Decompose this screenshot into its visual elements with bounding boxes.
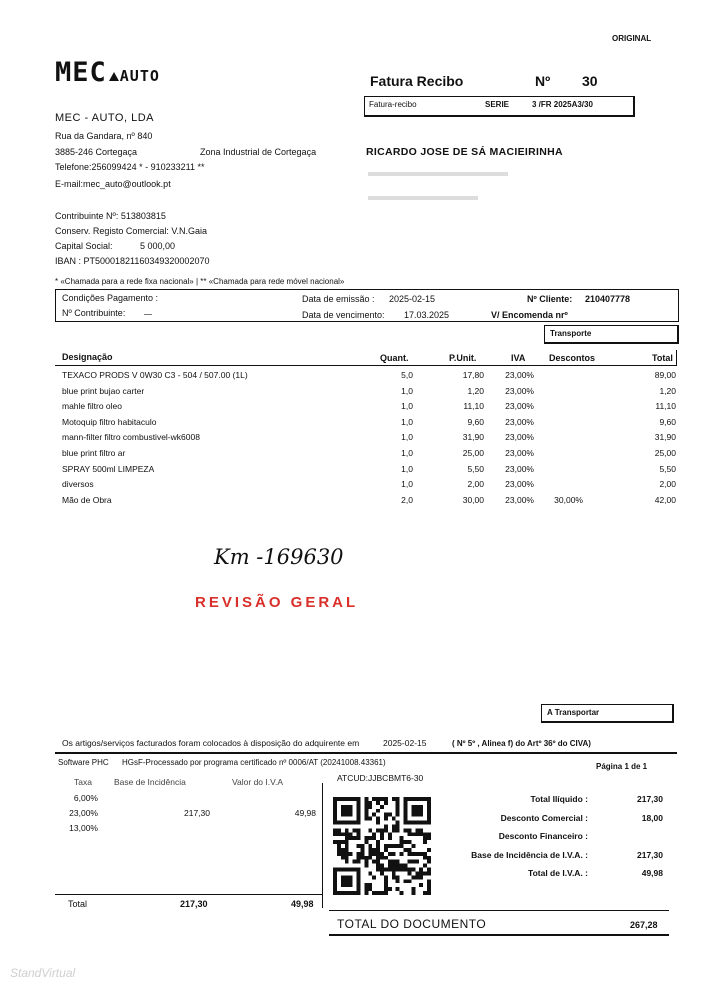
revisao-geral-stamp: REVISÃO GERAL (195, 594, 359, 611)
tax-vat: 49,98 (294, 808, 316, 818)
doc-type: Fatura Recibo (370, 73, 464, 89)
header-rule (55, 365, 677, 366)
cell-iva: 23,00% (505, 432, 534, 443)
cell-unit: 31,90 (462, 432, 484, 443)
doc-number: 30 (582, 73, 598, 89)
cell-qty: 1,0 (401, 432, 413, 443)
cell-desc: TEXACO PRODS V 0W30 C3 - 504 / 507.00 (1L) (62, 370, 248, 380)
software-label: Software PHC (58, 758, 109, 767)
cell-qty: 1,0 (401, 385, 413, 396)
cell-unit: 17,80 (462, 370, 484, 380)
company-iban: IBAN : PT50001821160349320002070 (55, 256, 210, 266)
grand-total-underline (329, 934, 669, 936)
taxpayer-redacted (144, 314, 152, 315)
page-indicator: Página 1 de 1 (596, 762, 648, 771)
tax-rate: 6,00% (73, 793, 98, 803)
col-designacao: Designação (62, 352, 113, 362)
cell-total: 1,20 (659, 385, 676, 396)
cell-total: 42,00 (654, 494, 676, 505)
company-email: E-mail:mec_auto@outlook.pt (55, 179, 171, 189)
customer-city-redacted (368, 196, 478, 200)
company-address1: Rua da Gandara, nº 840 (55, 131, 153, 141)
col-iva: IVA (511, 353, 526, 363)
cell-desc: SPRAY 500ml LIMPEZA (62, 463, 155, 474)
footer-rule (55, 752, 677, 754)
col-total: Total (652, 353, 673, 363)
due-label: Data de vencimento: (302, 310, 385, 320)
civa-note: ( Nº 5º , Alinea f) do Artº 36º do CIVA) (452, 739, 591, 748)
client-label: Nº Cliente: (527, 294, 573, 304)
cell-unit: 2,00 (467, 479, 484, 490)
summary-value: 18,00 (641, 812, 663, 823)
cell-iva: 23,00% (505, 494, 534, 505)
cell-total: 89,00 (654, 370, 676, 380)
summary-value: 217,30 (637, 794, 663, 804)
cell-qty: 1,0 (401, 448, 413, 458)
copy-label: ORIGINAL (612, 34, 652, 43)
customer-name: RICARDO JOSE DE SÁ MACIEIRINHA (366, 146, 563, 158)
grand-total-rule (329, 910, 669, 911)
tax-rate: 23,00% (69, 808, 98, 818)
atcud: ATCUD:JJBCBMT6-30 (337, 773, 424, 783)
doc-sub-type: Fatura-recibo (369, 100, 417, 109)
cell-total: 9,60 (659, 416, 676, 427)
summary-value: 217,30 (637, 849, 663, 860)
cell-unit: 9,60 (467, 416, 484, 427)
order-label: V/ Encomenda nrº (491, 310, 568, 320)
cell-iva: 23,00% (505, 463, 534, 474)
cell-total: 25,00 (654, 448, 676, 458)
capital-value: 5 000,00 (140, 241, 176, 251)
cell-desc: Motoquip filtro habitaculo (62, 416, 157, 427)
cell-total: 31,90 (654, 432, 676, 443)
cell-qty: 2,0 (401, 494, 413, 505)
tax-header-vat: Valor do I.V.A (232, 777, 284, 787)
call-note: * «Chamada para a rede fixa nacional» | ** «Chamada para rede móvel nacional» (55, 277, 345, 286)
cell-qty: 1,0 (401, 401, 413, 412)
summary-value: 49,98 (641, 868, 663, 878)
watermark: StandVirtual (10, 966, 76, 980)
logo-sub: AUTO (119, 67, 160, 85)
cell-qty: 5,0 (401, 370, 413, 380)
tax-header-rate: Taxa (74, 777, 92, 787)
summary-label: Total de I.V.A. : (528, 868, 588, 878)
cell-desc: diversos (62, 479, 94, 490)
payment-label: Condições Pagamento : (62, 293, 159, 303)
summary-label: Total Ilíquido : (530, 794, 588, 804)
cell-unit: 25,00 (462, 448, 484, 458)
cell-unit: 30,00 (462, 494, 484, 505)
header-rule-end (676, 350, 677, 366)
cell-total: 5,50 (659, 463, 676, 474)
client-no: 210407778 (585, 294, 631, 304)
cell-unit: 1,20 (467, 385, 484, 396)
transport-label: Transporte (550, 329, 592, 338)
logo-triangle-icon (109, 72, 119, 81)
taxpayer-label: Nº Contribuinte: (62, 308, 126, 318)
grand-total-label: TOTAL DO DOCUMENTO (337, 917, 487, 931)
cell-desc: Mão de Obra (62, 494, 112, 505)
cell-desc: blue print bujao carter (62, 385, 145, 396)
serie-label: SERIE (485, 100, 510, 109)
cell-iva: 23,00% (505, 448, 534, 458)
cell-unit: 5,50 (467, 463, 484, 474)
issue-label: Data de emissão : (302, 294, 375, 304)
company-phone: Telefone:256099424 * - 910233211 ** (55, 162, 205, 172)
disposal-date: 2025-02-15 (383, 738, 427, 748)
cell-iva: 23,00% (505, 479, 534, 490)
cell-iva: 23,00% (505, 385, 534, 396)
cell-unit: 11,10 (463, 401, 484, 412)
company-address2: 3885-246 Cortegaça (55, 147, 138, 157)
tax-total-rule (55, 894, 322, 895)
col-quant: Quant. (380, 353, 409, 363)
tax-total-base: 217,30 (180, 899, 208, 909)
cell-total: 11,10 (655, 401, 676, 412)
summary-label: Desconto Financeiro : (498, 831, 588, 841)
tax-rate: 13,00% (69, 823, 98, 833)
cell-desc: mann-filter filtro combustivel-wk6008 (62, 432, 200, 443)
cell-iva: 23,00% (505, 370, 534, 380)
cell-iva: 23,00% (505, 401, 534, 412)
logo-main: MEC (55, 57, 107, 88)
due-date: 17.03.2025 (404, 310, 450, 320)
company-logo (55, 57, 160, 88)
company-nif: Contribuinte Nº: 513803815 (55, 211, 166, 221)
cell-desc: mahle filtro oleo (62, 401, 123, 412)
qr-code (333, 797, 431, 895)
cell-disc: 30,00% (554, 494, 583, 505)
summary-label: Desconto Comercial : (500, 812, 588, 823)
cell-iva: 23,00% (505, 416, 534, 427)
cell-qty: 1,0 (401, 463, 413, 474)
tax-divider (322, 783, 323, 908)
company-registry: Conserv. Registo Comercial: V.N.Gaia (55, 226, 208, 236)
col-descontos: Descontos (549, 353, 596, 363)
issue-date: 2025-02-15 (389, 294, 436, 304)
col-punit: P.Unit. (449, 353, 477, 363)
company-zone: Zona Industrial de Cortegaça (200, 147, 317, 157)
customer-address-redacted (368, 172, 508, 176)
tax-header-base: Base de Incidência (114, 777, 186, 787)
handwritten-km: Km -169630 (214, 545, 344, 569)
disposal-note: Os artigos/serviços facturados foram colocados à disposição do adquirente em (62, 738, 360, 748)
doc-number-label: Nº (535, 73, 551, 89)
certification: HGsF-Processado por programa certificado nº 0006/AT (20241008.43361) (122, 758, 386, 767)
cell-total: 2,00 (659, 479, 676, 490)
cell-qty: 1,0 (401, 479, 413, 490)
cell-desc: blue print filtro ar (62, 448, 126, 458)
company-name: MEC - AUTO, LDA (55, 112, 154, 124)
serie-value: 3 /FR 2025A3/30 (532, 100, 593, 109)
tax-total-label: Total (68, 899, 88, 909)
cell-qty: 1,0 (401, 416, 413, 427)
tax-base: 217,30 (184, 808, 210, 818)
summary-label: Base de Incidência de I.V.A. : (471, 849, 588, 860)
tax-total-vat: 49,98 (291, 899, 314, 909)
grand-total-value: 267,28 (630, 920, 658, 930)
capital-label: Capital Social: (55, 241, 113, 251)
a-transportar-label: A Transportar (547, 708, 600, 717)
